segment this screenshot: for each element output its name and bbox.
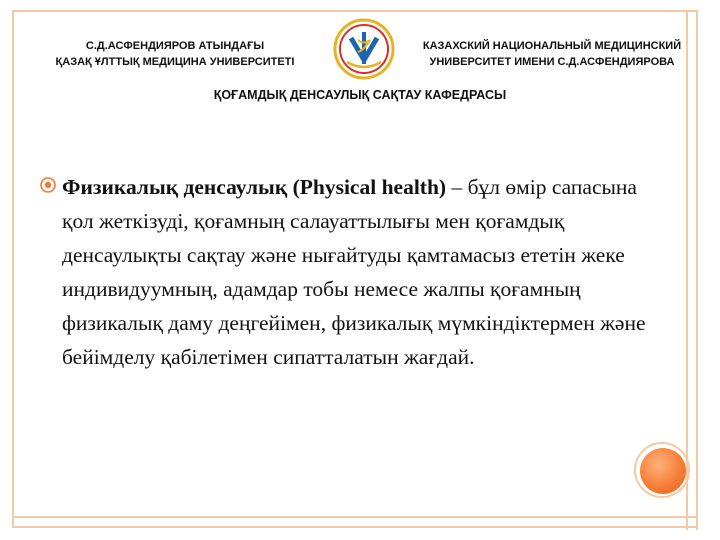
header-left-line1: С.Д.АСФЕНДИЯРОВ АТЫНДАҒЫ [85,40,265,52]
definition-text: – бұл өмір сапасына қол жеткізуді, қоғамның салауаттылығы мен қоғамдық денсаулықты сақтау және нығайтуды қамтамасыз ететін жеке индивидуумның, адамдар тобы немесе жалпы қоғамның физикалық даму деңгейімен, физикалық мүмкіндіктермен және бейімделу қабілетімен сипатталатын жағдай. [62,175,646,369]
orange-circle-icon [640,448,686,494]
header-left-kazakh [40,38,310,70]
department-title: ҚОҒАМДЫҚ ДЕНСАУЛЫҚ САҚТАУ КАФЕДРАСЫ [213,88,507,102]
frame-bottom-line-outer [12,526,698,528]
header-left-line2: ҚАЗАҚ ҰЛТТЫҚ МЕДИЦИНА УНИВЕРСИТЕТІ [55,56,295,68]
header-right-line2: УНИВЕРСИТЕТ ИМЕНИ С.Д.АСФЕНДИЯРОВА [429,56,675,68]
definition-term: Физикалық денсаулық (Physical health) [62,175,447,199]
header-right-line1: КАЗАХСКИЙ НАЦИОНАЛЬНЫЙ МЕДИЦИНСКИЙ [422,40,682,52]
header-right-russian [412,38,692,70]
diamond-bullet-icon [40,177,56,193]
frame-top-line [12,10,698,12]
definition-paragraph [62,170,662,374]
university-emblem-icon [333,18,395,80]
frame-bottom-line [12,516,698,518]
